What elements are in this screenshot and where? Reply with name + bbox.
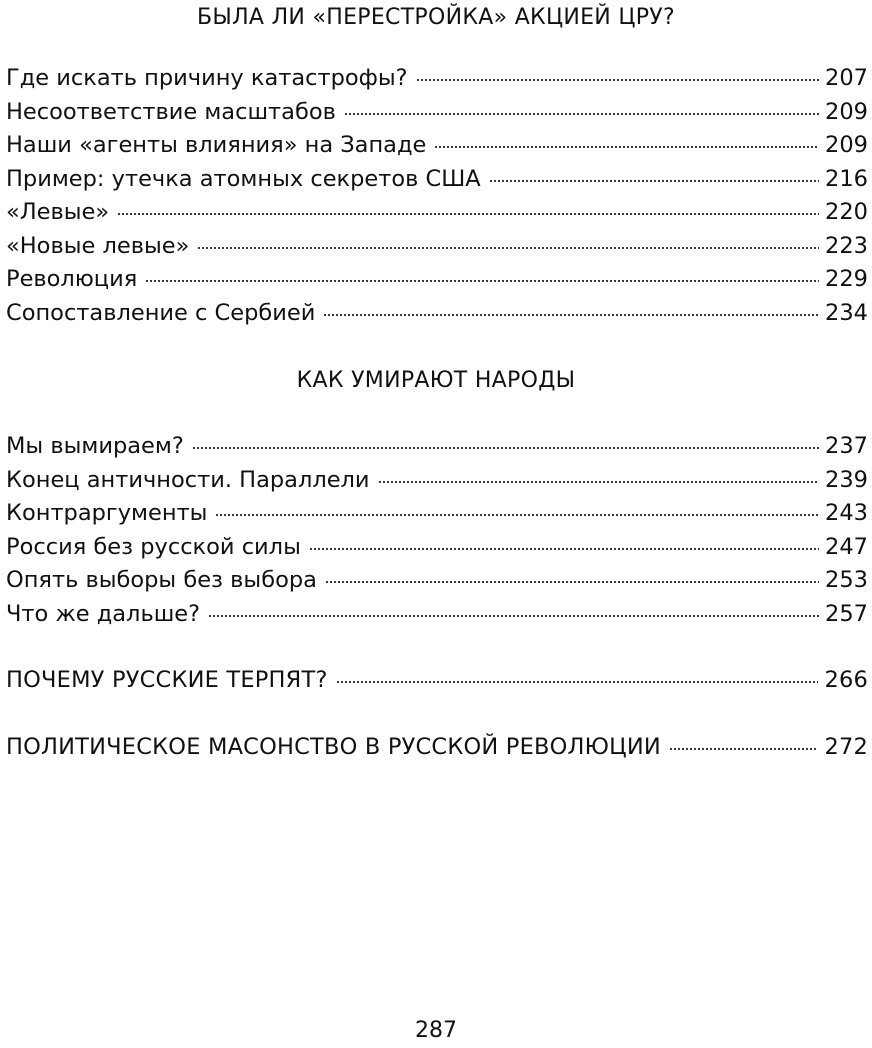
toc-entry [6,297,868,331]
toc-entry [6,96,868,130]
toc-list [6,62,868,330]
toc-entry-page: 266 [824,667,868,693]
toc-entry-page: 237 [825,433,868,459]
toc-entry-title: Россия без русской силы [6,533,301,560]
dot-leader [197,233,819,255]
toc-entry-title: ПОЧЕМУ РУССКИЕ ТЕРПЯТ? [6,667,328,693]
dot-leader [336,667,819,689]
section-heading: БЫЛА ЛИ «ПЕРЕСТРОЙКА» АКЦИЕЙ ЦРУ? [196,5,675,30]
toc-entry [6,531,868,565]
dot-leader [378,467,819,489]
dot-leader [117,199,819,221]
toc-entry-page: 223 [825,232,868,259]
section-heading: КАК УМИРАЮТ НАРОДЫ [296,368,576,393]
toc-entry [6,464,868,498]
toc-entry-title: Сопоставление с Сербией [6,299,316,326]
page-number: 287 [415,1018,457,1043]
dot-leader [434,132,819,154]
toc-entry [6,263,868,297]
dot-leader [323,300,819,322]
toc-entry-title: Конец античности. Параллели [6,466,370,493]
toc-entry-page: 229 [825,266,868,292]
toc-entry-page: 247 [825,533,868,560]
toc-entry-page: 257 [825,600,868,627]
dot-leader [344,99,819,121]
toc-entry [6,664,868,698]
dot-leader [145,266,819,288]
toc-entry-title: Несоответствие масштабов [6,98,336,125]
dot-leader [669,734,819,756]
toc-entry-title: Контраргументы [6,500,208,526]
toc-entry-page: 239 [825,466,868,493]
toc-entry-title: Наши «агенты влияния» на Западе [6,132,427,158]
toc-entry-page: 243 [825,500,868,526]
toc-entry-page: 209 [825,98,868,125]
toc-entry [6,598,868,632]
toc-standalone [6,731,868,765]
toc-entry-title: Пример: утечка атомных секретов США [6,165,481,192]
toc-entry-page: 272 [824,734,868,760]
toc-entry-page: 253 [825,567,868,593]
toc-entry-title: «Новые левые» [6,232,190,259]
toc-entry-page: 207 [825,65,868,91]
dot-leader [416,65,819,87]
toc-entry-page: 216 [825,165,868,192]
toc-entry [6,163,868,197]
toc-entry [6,129,868,163]
toc-list [6,430,868,631]
dot-leader [325,567,819,589]
toc-entry [6,564,868,598]
toc-entry [6,62,868,96]
toc-entry-title: Где искать причину катастрофы? [6,65,408,91]
toc-entry [6,230,868,264]
toc-standalone [6,664,868,698]
dot-leader [215,500,819,522]
toc-entry [6,731,868,765]
dot-leader [489,166,819,188]
toc-entry-page: 234 [825,299,868,326]
toc-entry-title: Революция [6,266,138,292]
toc-entry-page: 209 [825,132,868,158]
toc-entry [6,430,868,464]
dot-leader [192,433,819,455]
toc-entry [6,497,868,531]
toc-entry [6,196,868,230]
toc-entry-title: Опять выборы без выбора [6,567,317,593]
toc-entry-title: «Левые» [6,199,110,225]
toc-entry-title: ПОЛИТИЧЕСКОЕ МАСОНСТВО В РУССКОЙ РЕВОЛЮЦИИ [6,734,661,760]
dot-leader [208,601,819,623]
toc-entry-title: Мы вымираем? [6,433,184,459]
toc-entry-page: 220 [825,199,868,225]
dot-leader [309,534,819,556]
toc-entry-title: Что же дальше? [6,600,201,627]
